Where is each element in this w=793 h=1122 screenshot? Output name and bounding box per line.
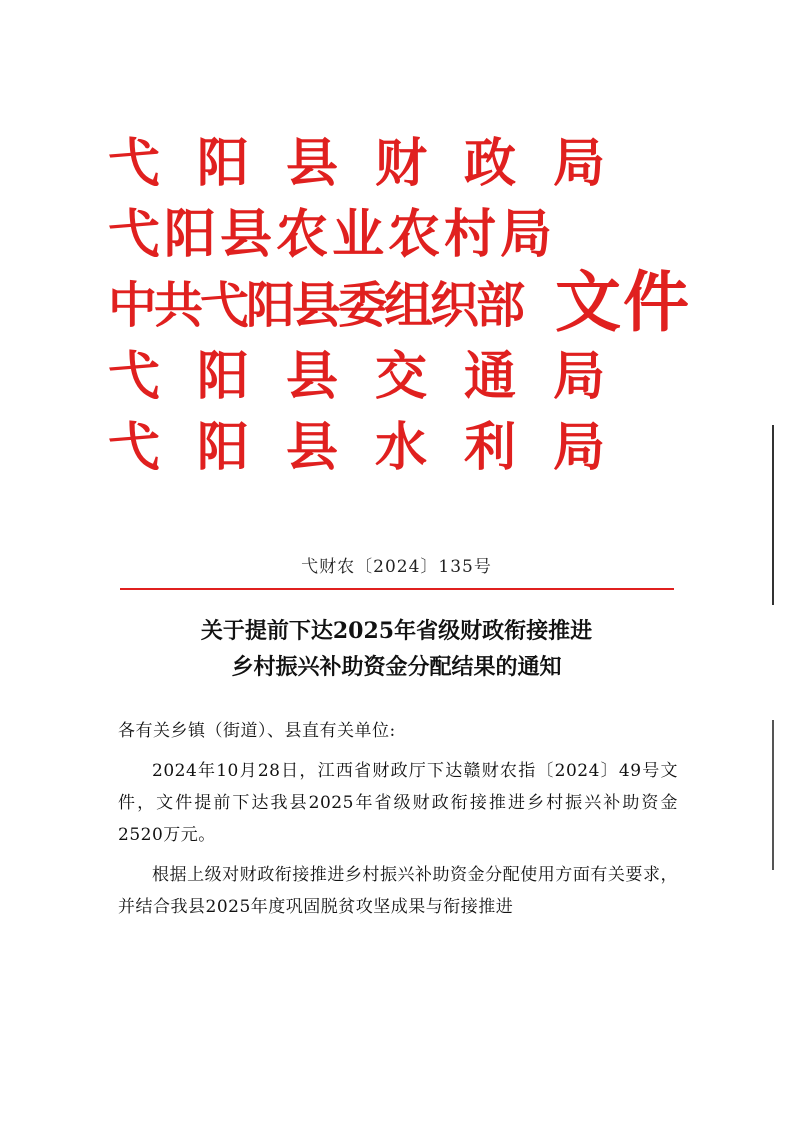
title-line-1: 关于提前下达2025年省级财政衔接推进 [200, 618, 593, 644]
scan-edge-mark-lower [772, 720, 774, 870]
issuer-agriculture-bureau: 弋阳县农业农村局 [108, 204, 557, 265]
notice-body [118, 715, 678, 923]
notice-title [0, 613, 793, 685]
document-number: 弋财农〔2024〕135号 [301, 557, 492, 577]
issuer-finance-bureau: 弋阳县财政局 [108, 133, 643, 194]
document-suffix: 文件 [555, 263, 691, 341]
paragraph-1: 2024年10月28日，江西省财政厅下达赣财农指〔2024〕49号文件，文件提前下达我县2025年省级财政衔接推进乡村振兴补助资金2520万元。 [118, 761, 678, 845]
paragraph-2: 根据上级对财政衔接推进乡村振兴补助资金分配使用方面有关要求，并结合我县2025年度巩固脱贫攻坚成果与衔接推进 [118, 865, 678, 917]
scan-edge-mark [772, 425, 774, 605]
issuer-water-bureau: 弋阳县水利局 [108, 417, 643, 478]
issuer-organization-department: 中共弋阳县委组织部 [108, 276, 523, 334]
title-line-2: 乡村振兴补助资金分配结果的通知 [231, 654, 562, 680]
salutation: 各有关乡镇（街道）、县直有关单位: [118, 721, 396, 741]
issuer-transport-bureau: 弋阳县交通局 [108, 346, 643, 407]
red-divider [120, 588, 674, 590]
